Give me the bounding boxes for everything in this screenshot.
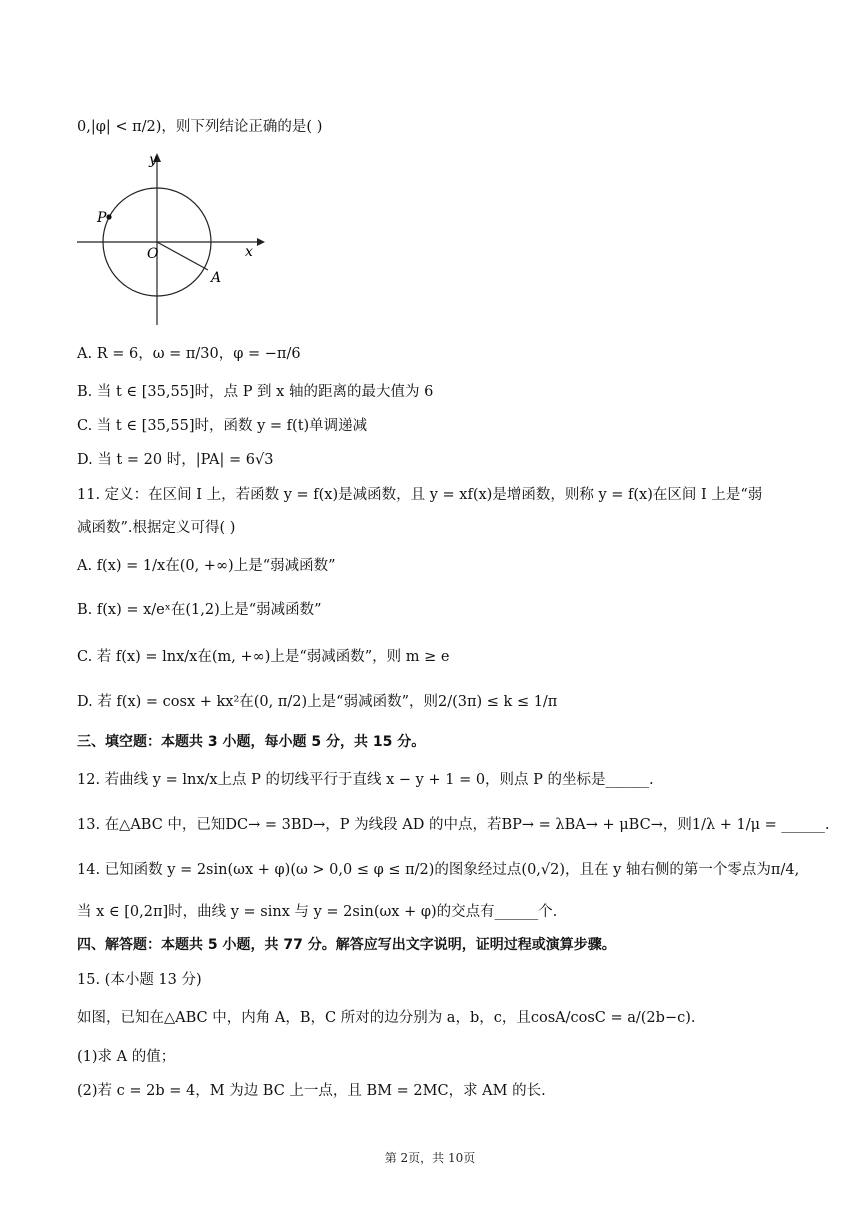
origin-label: O	[147, 246, 159, 262]
q14-line2: 当 x ∈ [0,2π]时，曲线 y = sinx 与 y = 2sin(ωx + φ)的交点有______个.	[77, 904, 558, 920]
q11-stem-line2: 减函数”.根据定义可得( )	[77, 520, 236, 536]
q11-option-d: D. 若 f(x) = cosx + kx²在(0, π/2)上是“弱减函数”，则2/(3π) ≤ k ≤ 1/π	[77, 694, 558, 710]
q10-option-a: A. R = 6，ω = π/30，φ = −π/6	[77, 346, 301, 362]
q14-line1: 14. 已知函数 y = 2sin(ωx + φ)(ω > 0,0 ≤ φ ≤ π/2)的图象经过点(0,√2)，且在 y 轴右侧的第一个零点为π/4,	[77, 862, 800, 878]
page-footer: 第 2页，共 10页	[384, 1151, 476, 1165]
q10-tail: 0,|φ| < π/2)，则下列结论正确的是( )	[77, 119, 323, 135]
q11-option-b: B. f(x) = x/eˣ在(1,2)上是“弱减函数”	[77, 602, 322, 618]
q12: 12. 若曲线 y = lnx/x上点 P 的切线平行于直线 x − y + 1 = 0，则点 P 的坐标是______.	[77, 772, 654, 788]
x-axis-label: x	[245, 244, 253, 260]
q10-option-c: C. 当 t ∈ [35,55]时，函数 y = f(t)单调递减	[77, 418, 368, 434]
q10-option-b: B. 当 t ∈ [35,55]时，点 P 到 x 轴的距离的最大值为 6	[77, 384, 434, 400]
y-axis-label: y	[149, 152, 157, 168]
q11-stem-line1: 11. 定义：在区间 I 上，若函数 y = f(x)是减函数，且 y = xf(x)是增函数，则称 y = f(x)在区间 I 上是“弱	[77, 487, 763, 503]
q11-option-a: A. f(x) = 1/x在(0, +∞)上是“弱减函数”	[77, 558, 336, 574]
q11-option-c: C. 若 f(x) = lnx/x在(m, +∞)上是“弱减函数”，则 m ≥ e	[77, 649, 450, 665]
q15-stem: 如图，已知在△ABC 中，内角 A，B，C 所对的边分别为 a，b，c，且cosA/cosC = a/(2b−c).	[77, 1010, 696, 1026]
circle-figure	[77, 150, 267, 325]
q15-part1: (1)求 A 的值；	[77, 1049, 176, 1065]
point-p-label: P	[97, 210, 107, 226]
section-3-heading: 三、填空题：本题共 3 小题，每小题 5 分，共 15 分。	[77, 734, 426, 750]
q15-header: 15. (本小题 13 分)	[77, 972, 202, 988]
q10-option-d: D. 当 t = 20 时，|PA| = 6√3	[77, 452, 274, 468]
q15-part2: (2)若 c = 2b = 4，M 为边 BC 上一点，且 BM = 2MC，求 AM 的长.	[77, 1083, 546, 1099]
section-4-heading: 四、解答题：本题共 5 小题，共 77 分。解答应写出文字说明，证明过程或演算步骤。	[77, 937, 616, 953]
point-a-label: A	[211, 270, 222, 286]
q13: 13. 在△ABC 中，已知DC→ = 3BD→，P 为线段 AD 的中点，若BP→ = λBA→ + μBC→，则1/λ + 1/μ = ______.	[77, 817, 830, 833]
